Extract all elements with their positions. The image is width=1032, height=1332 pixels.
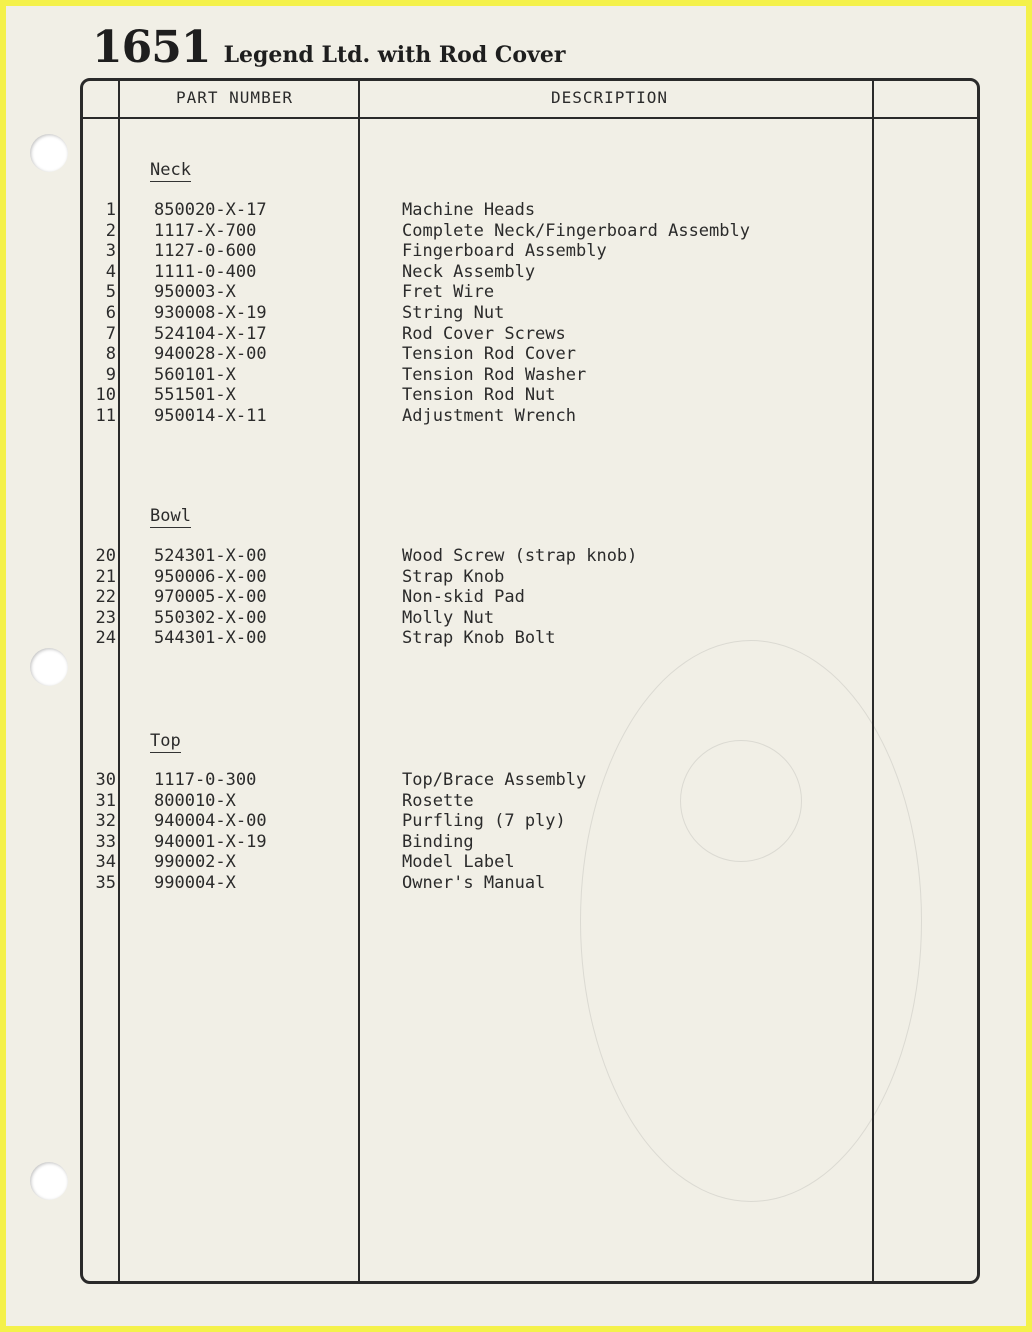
part-description: Fret Wire (402, 282, 495, 303)
model-name: Legend Ltd. with Rod Cover (223, 42, 566, 68)
section-label-top: Top (150, 731, 181, 751)
part-description: Wood Screw (strap knob) (402, 546, 638, 566)
item-number: 32 (95, 811, 116, 832)
part-description: Fingerboard Assembly (402, 241, 607, 262)
part-number: 970005-X-00 (154, 587, 267, 608)
item-number: 22 (95, 587, 116, 608)
part-number: 950014-X-11 (154, 406, 267, 426)
part-number: 940004-X-00 (154, 811, 267, 832)
part-description: Owner's Manual (402, 873, 546, 893)
column-divider-description (872, 78, 874, 1284)
item-number: 4 (105, 261, 116, 282)
part-number: 1117-X-700 (154, 220, 257, 241)
part-number: 940001-X-19 (154, 831, 267, 852)
header-rule (80, 117, 980, 119)
item-number: 35 (95, 873, 116, 893)
part-number: 550302-X-00 (154, 607, 267, 628)
item-number: 3 (105, 241, 116, 262)
section-label-neck: Neck (150, 160, 191, 180)
part-description: Tension Rod Cover (402, 344, 576, 365)
item-number: 20 (95, 546, 116, 566)
item-number: 30 (95, 770, 116, 790)
part-number: 1117-0-300 (154, 770, 257, 790)
part-number: 524301-X-00 (154, 546, 267, 566)
part-description: Complete Neck/Fingerboard Assembly (402, 220, 750, 241)
part-number: 544301-X-00 (154, 628, 267, 649)
part-number: 524104-X-17 (154, 323, 267, 344)
item-number: 24 (95, 628, 116, 649)
part-number: 990004-X (154, 873, 236, 893)
binder-hole-middle (30, 648, 68, 686)
item-number: 2 (105, 220, 116, 241)
part-number: 950006-X-00 (154, 566, 267, 587)
part-number: 551501-X (154, 385, 236, 406)
part-description: Binding (402, 831, 474, 852)
part-description: Neck Assembly (402, 261, 536, 282)
part-number: 800010-X (154, 790, 236, 811)
header-part-number: PART NUMBER (176, 88, 293, 107)
item-number: 33 (95, 831, 116, 852)
part-description: Purfling (7 ply) (402, 811, 566, 832)
part-description: Adjustment Wrench (402, 406, 576, 426)
part-number: 990002-X (154, 852, 236, 873)
model-number: 1651 (92, 22, 211, 73)
part-number: 950003-X (154, 282, 236, 303)
item-number: 11 (95, 406, 116, 426)
item-number: 21 (95, 566, 116, 587)
part-description: String Nut (402, 303, 505, 323)
part-number: 560101-X (154, 364, 236, 385)
part-description: Machine Heads (402, 200, 536, 220)
binder-hole-top (30, 134, 68, 172)
item-number: 5 (105, 282, 116, 303)
part-number: 1127-0-600 (154, 241, 257, 262)
item-number: 31 (95, 790, 116, 811)
item-number: 8 (105, 344, 116, 365)
item-number: 1 (105, 200, 116, 220)
part-description: Top/Brace Assembly (402, 770, 587, 790)
item-number: 34 (95, 852, 116, 873)
item-number: 6 (105, 303, 116, 323)
section-label-bowl: Bowl (150, 506, 191, 526)
column-divider-part (358, 78, 360, 1284)
part-description: Model Label (402, 852, 515, 873)
binder-hole-bottom (30, 1162, 68, 1200)
part-number: 850020-X-17 (154, 200, 267, 220)
column-divider-number (118, 78, 120, 1284)
part-description: Tension Rod Washer (402, 364, 587, 385)
part-description: Tension Rod Nut (402, 385, 556, 406)
part-description: Strap Knob (402, 566, 505, 587)
part-description: Rod Cover Screws (402, 323, 566, 344)
item-number: 23 (95, 607, 116, 628)
header-description: DESCRIPTION (551, 88, 668, 107)
page-title (92, 22, 565, 73)
part-description: Rosette (402, 790, 474, 811)
part-number: 930008-X-19 (154, 303, 267, 323)
item-number: 10 (95, 385, 116, 406)
part-number: 940028-X-00 (154, 344, 267, 365)
item-number: 7 (105, 323, 116, 344)
item-number: 9 (105, 364, 116, 385)
part-description: Strap Knob Bolt (402, 628, 556, 649)
part-number: 1111-0-400 (154, 261, 257, 282)
part-description: Molly Nut (402, 607, 495, 628)
part-description: Non-skid Pad (402, 587, 525, 608)
